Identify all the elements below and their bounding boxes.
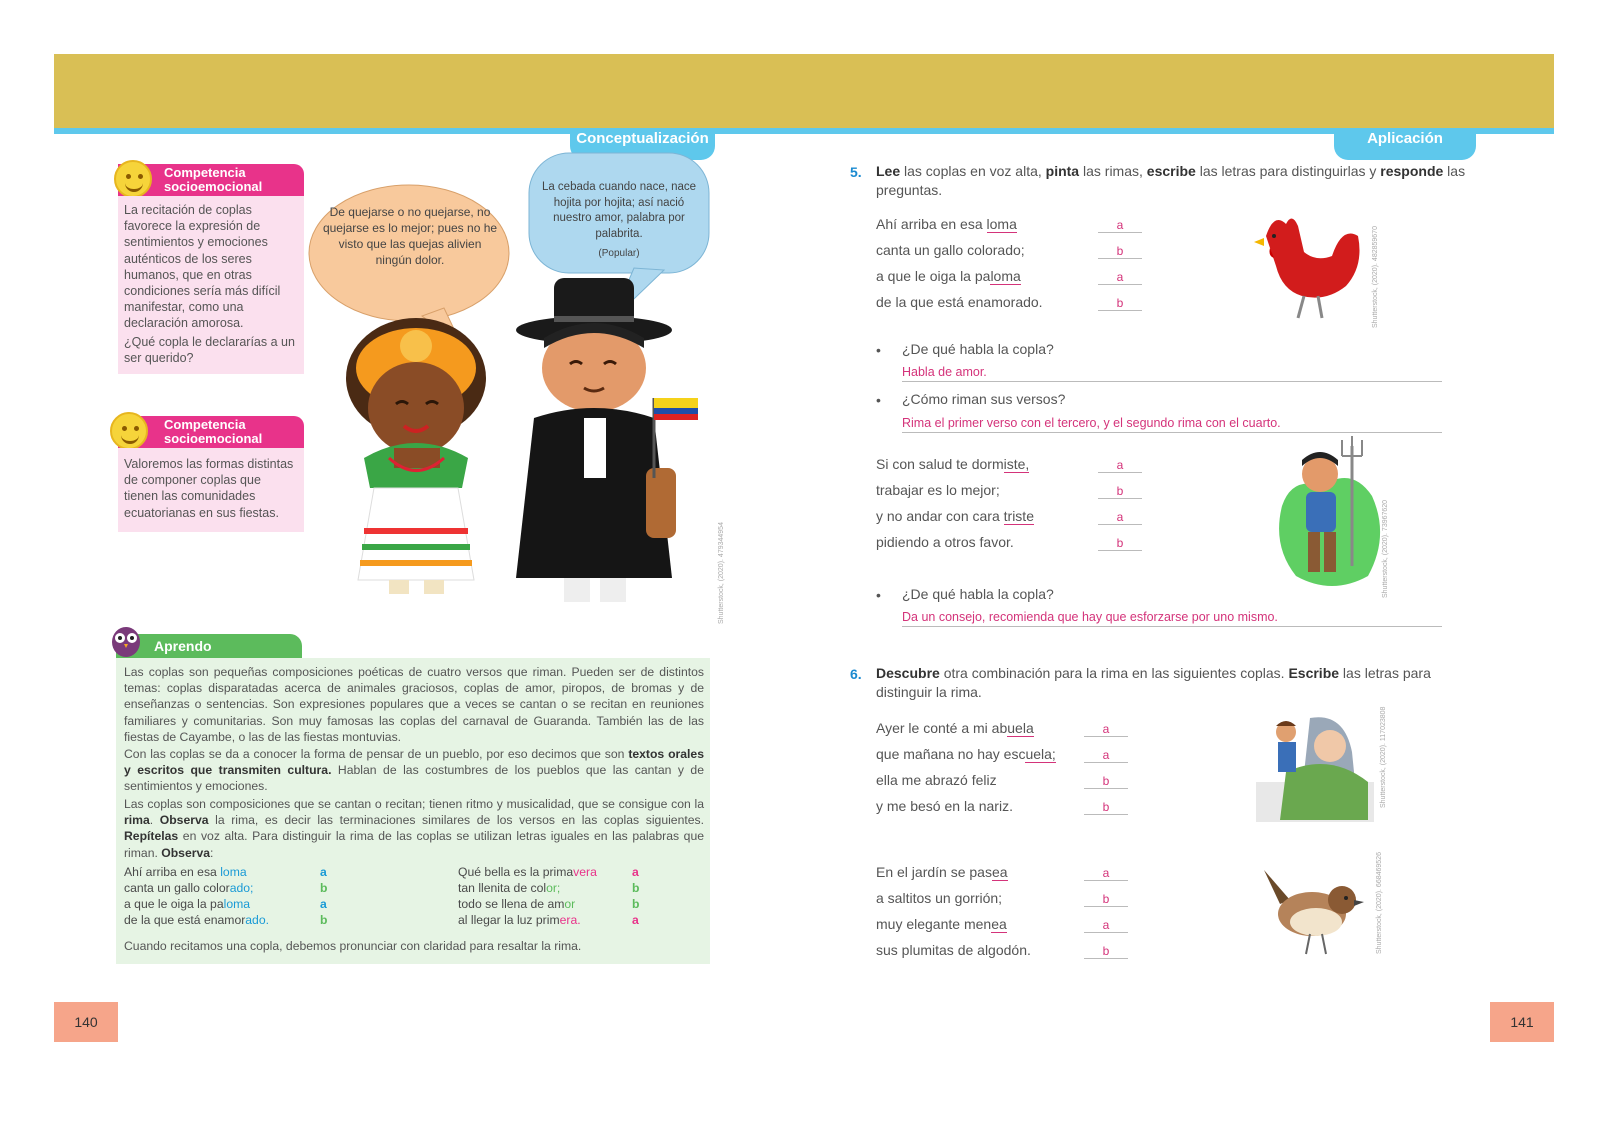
verse-line: pidiendo a otros favor. <box>876 534 1014 550</box>
rhyme-letter-field[interactable]: b <box>1084 774 1128 789</box>
copla-line: canta un gallo colorado; <box>124 881 254 895</box>
aprendo-paragraph-2: Con las coplas se da a conocer la forma de pensar de un pueblo, por eso decimos que son textos orales y escritos que transmiten cultura. Hablan de las costumbres de los pueblos que las cantan y de sentimientos y emociones. <box>124 747 704 794</box>
verse-line: Si con salud te dormiste, <box>876 456 1030 472</box>
verse-line: Ayer le conté a mi abuela <box>876 720 1034 736</box>
example-copla-2-keys <box>632 864 652 934</box>
question-6-number: 6. <box>850 666 862 682</box>
example-copla-1-keys <box>320 864 340 934</box>
verse-line: sus plumitas de algodón. <box>876 942 1031 958</box>
question-6-text: Descubre otra combinación para la rima en las siguientes coplas. Escribe las letras para distinguir la rima. <box>876 665 1431 700</box>
copla-line: de la que está enamorado. <box>124 913 270 927</box>
competencia-1-box <box>118 196 304 374</box>
rhyme-key: a <box>632 913 639 927</box>
rhyme-letter-field[interactable]: a <box>1084 866 1128 881</box>
bubble-woman-text: De quejarse o no quejarse, no quejarse es lo mejor; pues no he visto que las quejas alivien ningún dolor. <box>322 205 498 267</box>
verse-line: que mañana no hay escuela; <box>876 746 1056 762</box>
copla-line: al llegar la luz primera. <box>458 913 581 927</box>
page-number-right: 141 <box>1490 1002 1554 1042</box>
verse-line: a saltitos un gorrión; <box>876 890 1003 906</box>
rhyme-key: b <box>320 913 328 927</box>
copla-1-question-2: ¿Cómo riman sus versos? <box>902 391 1066 407</box>
question-5-text: Lee las coplas en voz alta, pinta las rimas, escribe las letras para distinguirlas y responde las preguntas. <box>876 163 1466 198</box>
example-copla-1 <box>124 864 344 934</box>
aprendo-paragraph-3: Las coplas son composiciones que se cantan o recitan; tienen ritmo y musicalidad, que se consigue con la rima. Observa la rima, es decir las terminaciones similares de los versos en las coplas siguientes. Repítelas en voz alta. Para distinguir la rima de las coplas se utilizan letras iguales en las palabras que riman. Observa: <box>124 797 704 860</box>
rhyme-key: a <box>320 865 327 879</box>
aprendo-box <box>116 658 710 964</box>
smiley-icon <box>114 160 152 198</box>
rhyme-letter-field[interactable]: b <box>1084 800 1128 815</box>
rhyme-key: a <box>320 897 327 911</box>
header-band <box>54 54 1554 128</box>
rhyme-letter-field[interactable]: a <box>1084 918 1128 933</box>
bubble-man-source: (Popular) <box>598 248 640 259</box>
copla-2-question-1: ¿De qué habla la copla? <box>902 586 1054 602</box>
rhyme-letter-field[interactable]: a <box>1098 458 1142 473</box>
question-5-number: 5. <box>850 164 862 180</box>
left-page <box>54 128 802 1034</box>
rhyme-letter-field[interactable]: b <box>1084 892 1128 907</box>
tab-aplicacion: Aplicación <box>1334 128 1476 160</box>
rhyme-letter-field[interactable]: a <box>1084 722 1128 737</box>
rhyme-key: b <box>632 881 640 895</box>
verse-line: y me besó en la nariz. <box>876 798 1013 814</box>
rhyme-letter-field[interactable]: a <box>1098 510 1142 525</box>
boy-credit: Shutterstock, (2020). 73967620 <box>1382 499 1389 598</box>
right-page <box>802 128 1554 1034</box>
rhyme-letter-field[interactable]: b <box>1098 536 1142 551</box>
bubble-man-text: La cebada cuando nace, nace hojita por hojita; así nació nuestro amor, palabra por palabrita. <box>541 181 697 240</box>
aprendo-paragraph-1: Las coplas son pequeñas composiciones poéticas de cuatro versos que riman. Pueden ser de distintos temas: coplas disparatadas acerca de animales graciosos, coplas de amor, piropos, de bromas y de enseñanzas o sentencias. Son expresiones populares que a veces se cantan o se recitan en reuniones familiares y comunitarias. Son muy famosas las coplas del carnaval de Guaranda. También las de las fiestas de Cayambe, o las de las fiestas montuvias. <box>124 665 704 744</box>
bullet-icon: • <box>876 392 881 408</box>
illustration-credit: Shutterstock, (2020). 479344954 <box>718 522 725 624</box>
rooster-credit: Shutterstock, (2020). 482859670 <box>1372 226 1379 328</box>
man-illustration <box>504 278 704 618</box>
copla-line: tan llenita de color; <box>458 881 561 895</box>
verse-line: En el jardín se pasea <box>876 864 1008 880</box>
grandmother-child-illustration <box>1256 712 1376 824</box>
sparrow-illustration <box>1260 860 1370 960</box>
bird-credit: Shutterstock, (2020). 668469526 <box>1376 852 1383 954</box>
bullet-icon: • <box>876 587 881 603</box>
woman-illustration <box>334 308 504 608</box>
verse-line: de la que está enamorado. <box>876 294 1043 310</box>
tab-conceptualizacion: Conceptualización <box>570 128 715 160</box>
verse-line: Ahí arriba en esa loma <box>876 216 1017 232</box>
verse-line: trabajar es lo mejor; <box>876 482 1000 498</box>
rhyme-letter-field[interactable]: b <box>1084 944 1128 959</box>
smiley-icon <box>110 412 148 450</box>
rhyme-letter-field[interactable]: b <box>1098 484 1142 499</box>
copla-line: a que le oiga la paloma <box>124 897 251 911</box>
example-copla-2 <box>458 864 628 934</box>
competencia-2-body: Valoremos las formas distintas de componer coplas que tienen las comunidades ecuatorianas en sus fiestas. <box>124 457 294 520</box>
rhyme-key: b <box>632 897 640 911</box>
competencia-1-body: La recitación de coplas favorece la expresión de sentimientos y emociones auténticos de los seres humanos, que en otras condiciones sería más difícil manifestar, como una declaración amorosa. <box>124 203 281 331</box>
verse-line: ella me abrazó feliz <box>876 772 997 788</box>
rhyme-letter-field[interactable]: b <box>1098 296 1142 311</box>
copla-1-answer-2[interactable]: Rima el primer verso con el tercero, y el segundo rima con el cuarto. <box>902 415 1442 433</box>
copla-2-answer-1[interactable]: Da un consejo, recomienda que hay que esforzarse por uno mismo. <box>902 609 1442 627</box>
verse-line: muy elegante menea <box>876 916 1007 932</box>
page-number-left: 140 <box>54 1002 118 1042</box>
rooster-illustration <box>1246 206 1366 326</box>
competencia-1-title: Competencia socioemocional <box>118 164 304 196</box>
rhyme-letter-field[interactable]: a <box>1098 270 1142 285</box>
copla-line: Ahí arriba en esa loma <box>124 865 247 879</box>
copla-1-answer-1[interactable]: Habla de amor. <box>902 364 1442 382</box>
rhyme-key: a <box>632 865 639 879</box>
competencia-2-box <box>118 448 304 532</box>
competencia-2-title: Competencia socioemocional <box>118 416 304 448</box>
rhyme-letter-field[interactable]: a <box>1098 218 1142 233</box>
copla-line: todo se llena de amor <box>458 897 576 911</box>
aprendo-closing: Cuando recitamos una copla, debemos pronunciar con claridad para resaltar la rima. <box>124 939 582 953</box>
verse-line: a que le oiga la paloma <box>876 268 1021 284</box>
granny-credit: Shutterstock, (2020). 117023808 <box>1380 706 1387 808</box>
aprendo-title: Aprendo <box>116 634 302 658</box>
rhyme-key: b <box>320 881 328 895</box>
copla-line: Qué bella es la primavera <box>458 865 597 879</box>
verse-line: y no andar con cara triste <box>876 508 1034 524</box>
verse-line: canta un gallo colorado; <box>876 242 1025 258</box>
rhyme-letter-field[interactable]: b <box>1098 244 1142 259</box>
rhyme-letter-field[interactable]: a <box>1084 748 1128 763</box>
bullet-icon: • <box>876 342 881 358</box>
boy-farmer-illustration <box>1272 436 1392 596</box>
competencia-1-question: ¿Qué copla le declararías a un ser querido? <box>124 335 295 366</box>
owl-icon <box>108 622 144 658</box>
copla-1-question-1: ¿De qué habla la copla? <box>902 341 1054 357</box>
